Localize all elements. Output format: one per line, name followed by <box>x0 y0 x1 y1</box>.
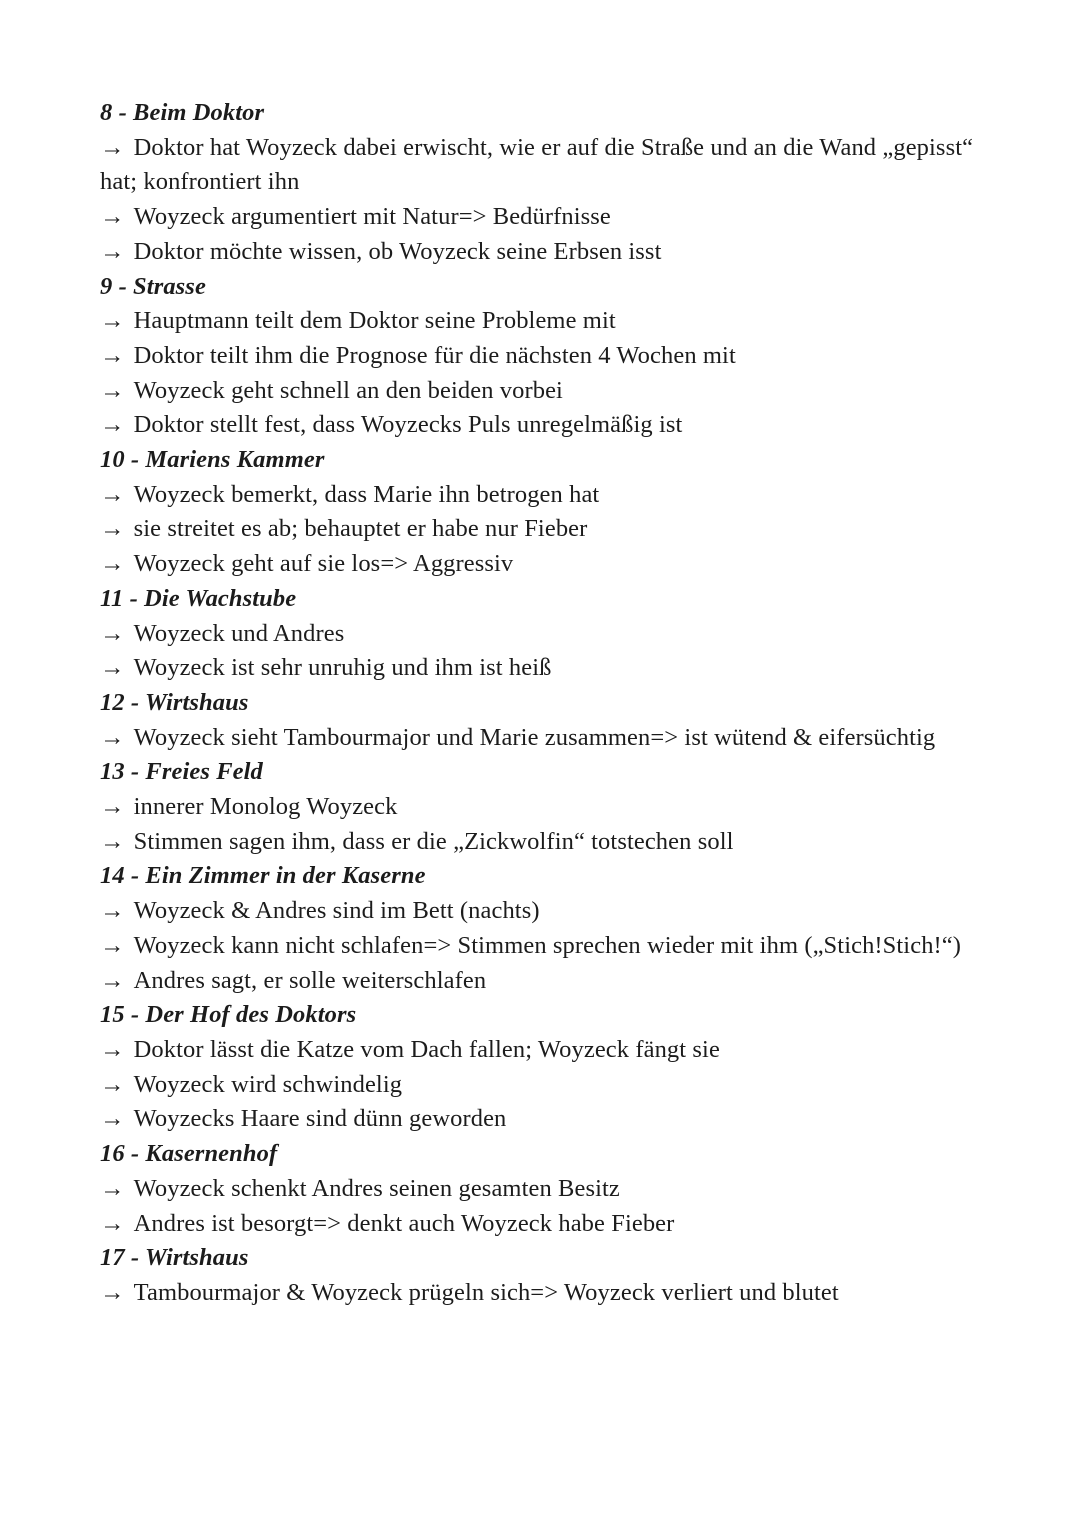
note-item-text: Woyzeck schenkt Andres seinen gesamten Besitz <box>133 1174 620 1202</box>
note-item <box>100 131 980 200</box>
note-item <box>100 512 980 547</box>
note-item <box>100 408 980 443</box>
notes-list <box>100 96 980 1311</box>
note-item-text: Woyzeck sieht Tambourmajor und Marie zusammen=> ist wütend & eifersüchtig <box>133 723 936 751</box>
arrow-bullet-icon: → <box>100 793 125 821</box>
arrow-bullet-icon: → <box>100 1035 125 1063</box>
note-item <box>100 825 980 860</box>
note-item-text: Woyzeck kann nicht schlafen=> Stimmen sprechen wieder mit ihm („Stich!Stich!“) <box>133 931 962 959</box>
note-item <box>100 1207 980 1242</box>
section-heading: 12 - Wirtshaus <box>100 688 249 716</box>
note-item <box>100 304 980 339</box>
section-heading: 8 - Beim Doktor <box>100 99 265 126</box>
arrow-bullet-icon: → <box>100 966 125 994</box>
note-item-text: Woyzeck bemerkt, dass Marie ihn betrogen hat <box>133 480 600 508</box>
arrow-bullet-icon: → <box>100 1278 125 1306</box>
section-heading: 16 - Kasernenhof <box>100 1140 278 1168</box>
note-item-text: Woyzeck geht schnell an den beiden vorbei <box>133 376 563 404</box>
section-heading: 17 - Wirtshaus <box>100 1244 249 1272</box>
section-heading: 14 - Ein Zimmer in der Kaserne <box>100 862 426 890</box>
note-item <box>100 339 980 374</box>
arrow-bullet-icon: → <box>100 1105 125 1133</box>
note-item-text: sie streitet es ab; behauptet er habe nur Fieber <box>133 515 588 543</box>
note-item <box>100 790 980 825</box>
arrow-bullet-icon: → <box>100 480 125 508</box>
note-item-text: Doktor teilt ihm die Prognose für die nächsten 4 Wochen mit <box>133 341 736 369</box>
section-heading: 11 - Die Wachstube <box>100 584 297 612</box>
arrow-bullet-icon: → <box>100 341 125 369</box>
arrow-bullet-icon: → <box>100 619 125 647</box>
arrow-bullet-icon: → <box>100 723 125 751</box>
note-item <box>100 1102 980 1137</box>
note-item-text: Woyzeck wird schwindelig <box>133 1070 403 1098</box>
note-item-text: innerer Monolog Woyzeck <box>133 793 398 821</box>
section-heading: 10 - Mariens Kammer <box>100 446 325 474</box>
note-item-text: Woyzeck argumentiert mit Natur=> Bedürfnisse <box>133 203 611 231</box>
arrow-bullet-icon: → <box>100 133 125 161</box>
note-item <box>100 964 980 999</box>
note-item <box>100 1033 980 1068</box>
arrow-bullet-icon: → <box>100 203 125 231</box>
section-heading: 13 - Freies Feld <box>100 758 263 786</box>
note-item <box>100 1172 980 1207</box>
note-item-text: Doktor stellt fest, dass Woyzecks Puls unregelmäßig ist <box>133 411 683 439</box>
arrow-bullet-icon: → <box>100 515 125 543</box>
note-item <box>100 894 980 929</box>
note-item-text: Hauptmann teilt dem Doktor seine Probleme mit <box>133 307 616 335</box>
note-item-text: Andres sagt, er solle weiterschlafen <box>133 966 487 994</box>
note-item-text: Woyzeck und Andres <box>133 619 345 647</box>
note-item-text: Woyzeck ist sehr unruhig und ihm ist heiß <box>133 654 552 682</box>
note-item <box>100 929 980 964</box>
note-item <box>100 1276 980 1311</box>
note-item-text: Doktor hat Woyzeck dabei erwischt, wie er auf die Straße und an die Wand „gepisst“ hat; konfrontiert ihn <box>100 133 974 196</box>
note-item-text: Andres ist besorgt=> denkt auch Woyzeck habe Fieber <box>133 1209 675 1237</box>
note-item <box>100 1068 980 1103</box>
arrow-bullet-icon: → <box>100 827 125 855</box>
section-heading: 15 - Der Hof des Doktors <box>100 1001 357 1029</box>
note-item <box>100 651 980 686</box>
arrow-bullet-icon: → <box>100 307 125 335</box>
note-item-text: Doktor lässt die Katze vom Dach fallen; Woyzeck fängt sie <box>133 1035 720 1063</box>
note-item <box>100 547 980 582</box>
arrow-bullet-icon: → <box>100 411 125 439</box>
note-item <box>100 721 980 756</box>
arrow-bullet-icon: → <box>100 376 125 404</box>
arrow-bullet-icon: → <box>100 237 125 265</box>
arrow-bullet-icon: → <box>100 1209 125 1237</box>
arrow-bullet-icon: → <box>100 1070 125 1098</box>
note-item <box>100 235 980 270</box>
arrow-bullet-icon: → <box>100 550 125 578</box>
note-item <box>100 200 980 235</box>
note-item <box>100 617 980 652</box>
note-item <box>100 374 980 409</box>
note-item-text: Tambourmajor & Woyzeck prügeln sich=> Woyzeck verliert und blutet <box>133 1278 839 1306</box>
note-item <box>100 478 980 513</box>
section-heading: 9 - Strasse <box>100 272 206 300</box>
note-item-text: Doktor möchte wissen, ob Woyzeck seine Erbsen isst <box>133 237 662 265</box>
note-item-text: Stimmen sagen ihm, dass er die „Zickwolfin“ totstechen soll <box>133 827 734 855</box>
arrow-bullet-icon: → <box>100 897 125 925</box>
arrow-bullet-icon: → <box>100 931 125 959</box>
note-item-text: Woyzeck & Andres sind im Bett (nachts) <box>133 897 540 925</box>
arrow-bullet-icon: → <box>100 654 125 682</box>
note-item-text: Woyzecks Haare sind dünn geworden <box>133 1105 507 1133</box>
arrow-bullet-icon: → <box>100 1174 125 1202</box>
note-item-text: Woyzeck geht auf sie los=> Aggressiv <box>133 550 514 578</box>
